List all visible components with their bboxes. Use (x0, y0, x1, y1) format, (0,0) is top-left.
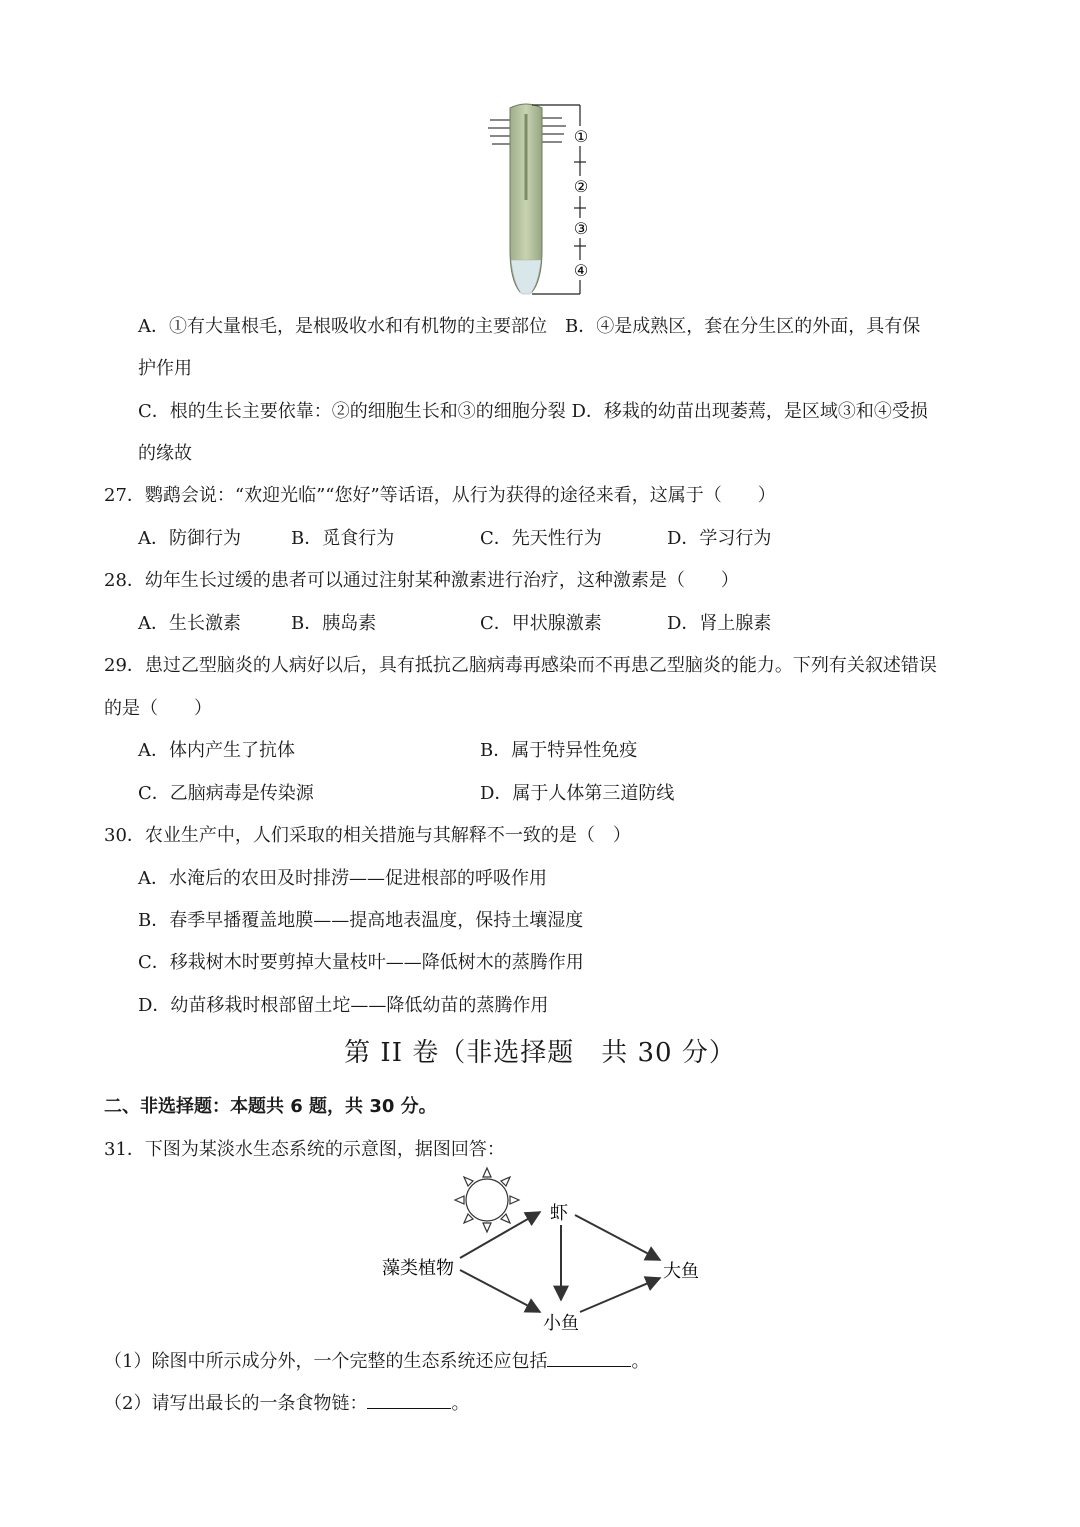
node-small-fish: 小鱼 (543, 1313, 579, 1334)
q27-option-d: D．学习行为 (667, 528, 772, 549)
q30-option-a: A．水淹后的农田及时排涝——促进根部的呼吸作用 (138, 868, 547, 889)
q29-stem-line1: 29．患过乙型脑炎的人病好以后，具有抵抗乙脑病毒再感染而不再患乙型脑炎的能力。下列有关叙述错误 (104, 655, 937, 676)
q29-option-c: C．乙脑病毒是传染源 (138, 783, 314, 804)
section-title: 第 II 卷（非选择题 共 30 分） (344, 1038, 736, 1068)
zone-label-3: ③ (573, 219, 589, 238)
q31-sub1-blank[interactable] (547, 1350, 631, 1367)
q27-option-c: C．先天性行为 (480, 528, 602, 549)
node-shrimp: 虾 (550, 1203, 568, 1224)
q31-stem: 31．下图为某淡水生态系统的示意图，据图回答： (104, 1139, 505, 1160)
q31-sub2-end: 。 (451, 1393, 470, 1414)
q26-option-ab-line2: 护作用 (138, 358, 192, 379)
q30-stem: 30．农业生产中，人们采取的相关措施与其解释不一致的是（ ） (104, 825, 631, 846)
q29-option-b: B．属于特异性免疫 (480, 740, 638, 761)
q31-sub1-end: 。 (631, 1351, 650, 1372)
food-web-diagram (370, 1160, 710, 1335)
node-algae: 藻类植物 (382, 1258, 454, 1279)
q28-option-c: C．甲状腺激素 (480, 613, 602, 634)
root-cap (511, 260, 541, 294)
q31-sub2 (104, 1389, 469, 1415)
q31-sub2-text: （2）请写出最长的一条食物链： (104, 1393, 368, 1414)
root-tip-figure (480, 100, 610, 300)
q27-stem: 27．鹦鹉会说：“欢迎光临”“您好”等话语，从行为获得的途径来看，这属于（ ） (104, 485, 776, 506)
q31-sub1 (104, 1347, 649, 1373)
q29-option-a: A．体内产生了抗体 (138, 740, 295, 761)
q27-option-b: B．觅食行为 (291, 528, 395, 549)
sun-icon (455, 1168, 519, 1232)
q28-stem: 28．幼年生长过缓的患者可以通过注射某种激素进行治疗，这种激素是（ ） (104, 570, 739, 591)
q29-stem-line2: 的是（ ） (104, 698, 212, 719)
q26-option-ab-line1: A．①有大量根毛，是根吸收水和有机物的主要部位 B．④是成熟区，套在分生区的外面，具有保 (138, 316, 921, 337)
q27-option-a: A．防御行为 (138, 528, 241, 549)
q26-option-cd-line1: C．根的生长主要依靠：②的细胞生长和③的细胞分裂 D．移栽的幼苗出现萎蔫，是区域③和④受损 (138, 401, 928, 422)
q30-option-b: B．春季早播覆盖地膜——提高地表温度，保持土壤湿度 (138, 910, 584, 931)
q28-option-d: D．肾上腺素 (667, 613, 772, 634)
q28-option-b: B．胰岛素 (291, 613, 377, 634)
q31-sub1-text: （1）除图中所示成分外，一个完整的生态系统还应包括 (104, 1351, 548, 1372)
food-web-arrows (460, 1212, 660, 1312)
q28-option-a: A．生长激素 (138, 613, 241, 634)
zone-label-4: ④ (573, 261, 589, 280)
q26-option-cd-line2: 的缘故 (138, 443, 192, 464)
q30-option-d: D．幼苗移栽时根部留土坨——降低幼苗的蒸腾作用 (138, 995, 549, 1016)
q30-option-c: C．移栽树木时要剪掉大量枝叶——降低树木的蒸腾作用 (138, 952, 584, 973)
section-heading: 二、非选择题：本题共 6 题，共 30 分。 (104, 1096, 437, 1117)
zone-label-2: ② (573, 177, 589, 196)
q29-option-d: D．属于人体第三道防线 (480, 783, 675, 804)
q31-sub2-blank[interactable] (367, 1392, 451, 1409)
zone-label-1: ① (573, 127, 589, 146)
node-big-fish: 大鱼 (663, 1261, 699, 1282)
